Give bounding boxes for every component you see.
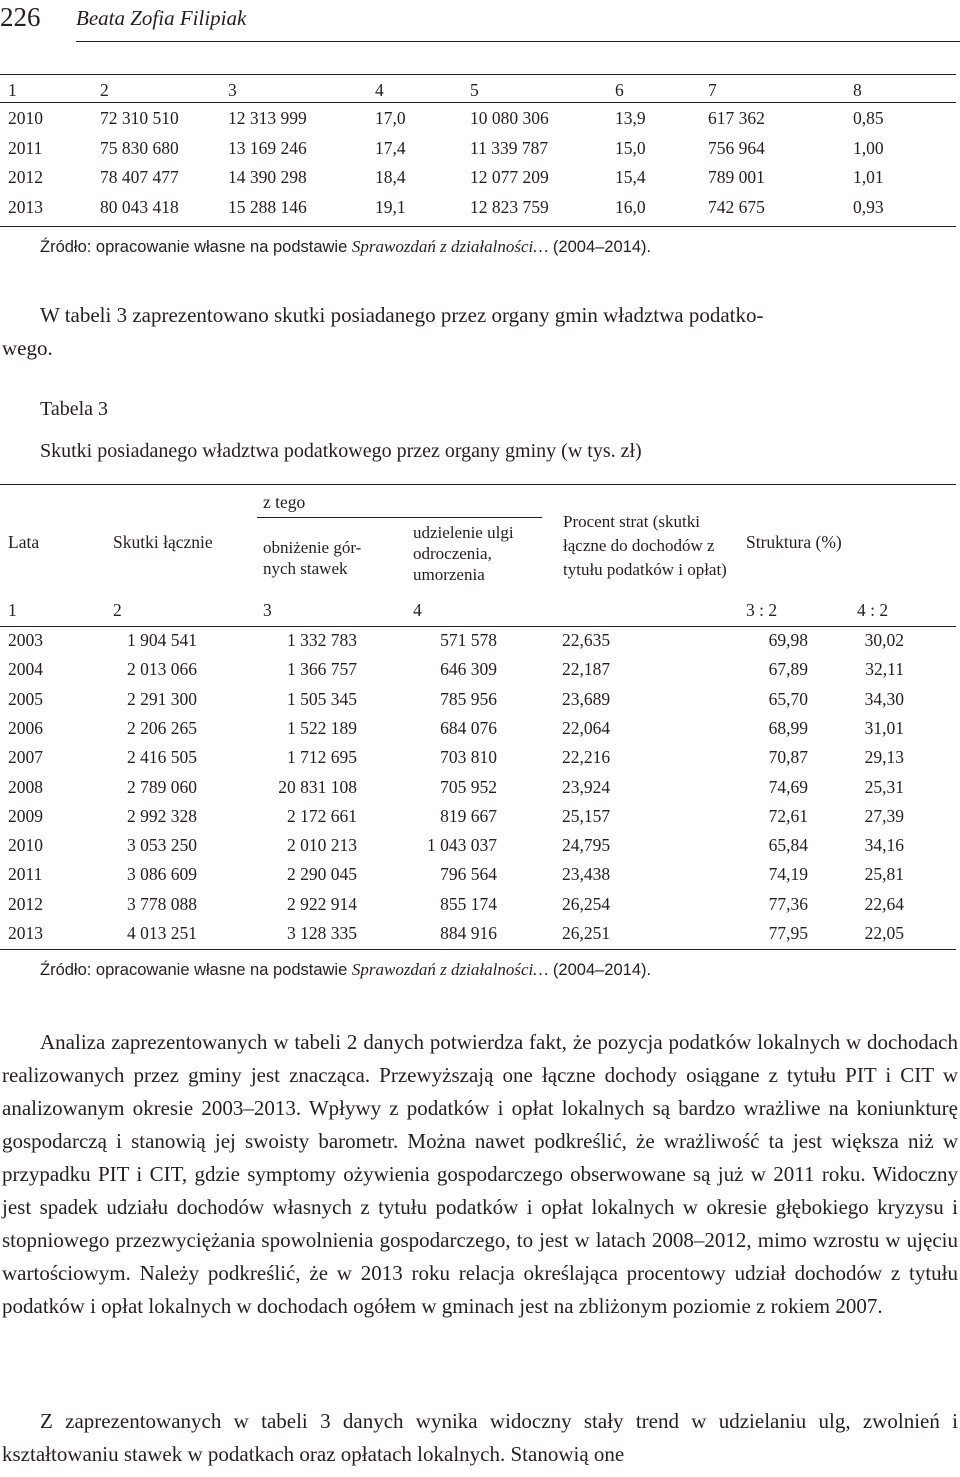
table3-cell: 3 128 335 — [287, 923, 357, 943]
table2-col-number: 6 — [615, 80, 624, 100]
table2-cell: 18,4 — [375, 167, 406, 187]
table3-cell: 705 952 — [440, 776, 497, 797]
table3-source-note: Źródło: opracowanie własne na podstawie Sprawozdań z działalności… (2004–2014). — [40, 960, 652, 979]
table3-header-struktura: Struktura (%) — [746, 532, 842, 552]
table2-cell: 11 339 787 — [470, 137, 549, 158]
table2-cell: 789 001 — [708, 167, 765, 187]
table3-cell: 74,19 — [768, 864, 808, 885]
table3-cell: 70,87 — [768, 747, 808, 768]
running-head-author: Beata Zofia Filipiak — [76, 6, 247, 30]
table3-year-cell: 2004 — [8, 659, 43, 680]
table3-cell: 68,99 — [768, 717, 808, 738]
table2-cell: 0,85 — [853, 108, 884, 128]
table2-cell: 16,0 — [615, 196, 646, 217]
table3-year-cell: 2007 — [8, 747, 43, 768]
table2-cell: 15 288 146 — [228, 196, 307, 217]
table3-cell: 22,064 — [562, 717, 611, 738]
table2-cell: 2010 — [8, 108, 43, 128]
table2-cell: 1,00 — [853, 137, 884, 158]
table3-cell: 2 010 213 — [287, 835, 357, 856]
table2-col-number: 5 — [470, 80, 479, 100]
table3-cell: 67,89 — [768, 659, 808, 680]
table2-cell: 13,9 — [615, 108, 646, 128]
table2-cell: 15,4 — [615, 167, 646, 187]
page-number: 226 — [0, 2, 41, 32]
table3-header-procent: Procent strat (skutki łączne do dochodów z tytułu podatków i opłat) — [563, 512, 727, 579]
table3-cell: 785 956 — [440, 688, 497, 709]
table3-year-cell: 2012 — [8, 893, 43, 914]
paragraph-1-line-2: wego. — [2, 336, 53, 360]
table3-title: Skutki posiadanego władztwa podatkowego przez organy gminy (w tys. zł) — [40, 440, 642, 462]
table2-cell: 2012 — [8, 167, 43, 187]
table3-cell: 855 174 — [440, 893, 497, 914]
table2-cell: 80 043 418 — [100, 196, 179, 217]
table2-cell: 0,93 — [853, 196, 884, 217]
table2-cell: 742 675 — [708, 196, 765, 217]
table3-cell: 1 712 695 — [287, 747, 357, 768]
table3-header-lata: Lata — [8, 532, 40, 552]
table3-cell: 22,05 — [864, 923, 904, 943]
table3-cell: 31,01 — [864, 717, 904, 738]
table2-col-number: 8 — [853, 80, 862, 100]
table3-cell: 23,438 — [562, 864, 611, 885]
table3-cell: 1 366 757 — [287, 659, 357, 680]
header-rule — [76, 41, 960, 42]
table3-cell: 3 086 609 — [127, 864, 197, 885]
table3-cell: 1 505 345 — [287, 688, 357, 709]
table3-cell: 30,02 — [864, 630, 904, 650]
table2-col-number: 7 — [708, 80, 717, 100]
table3-cell: 2 922 914 — [287, 893, 357, 914]
table3-cell: 2 206 265 — [127, 717, 197, 738]
table3-cell: 23,689 — [562, 688, 611, 709]
table2-col-number: 2 — [100, 80, 109, 100]
table3-col-number: 4 : 2 — [857, 600, 889, 620]
table3-year-cell: 2003 — [8, 630, 43, 650]
table3-cell: 3 053 250 — [127, 835, 197, 856]
table2-col-number: 1 — [8, 80, 17, 100]
table3-cell: 819 667 — [440, 805, 497, 826]
table3-cell: 2 789 060 — [127, 776, 197, 797]
table2-cell: 14 390 298 — [228, 167, 307, 187]
table3-cell: 22,187 — [562, 659, 611, 680]
table2-cell: 12 823 759 — [470, 196, 549, 217]
table3-year-cell: 2011 — [8, 864, 43, 885]
table3-cell: 20 831 108 — [278, 776, 357, 797]
table2-cell: 617 362 — [708, 108, 765, 128]
table3-cell: 4 013 251 — [127, 923, 197, 943]
table3-cell: 2 290 045 — [287, 864, 357, 885]
table2-col-number: 4 — [375, 80, 384, 100]
table3-header-skutki: Skutki łącznie — [113, 532, 213, 552]
table2-cell: 756 964 — [708, 137, 765, 158]
table3-cell: 571 578 — [440, 630, 497, 650]
table3-header-udzielenie: udzielenie ulgi odroczenia, umorzenia — [413, 523, 514, 584]
table3-col-number: 4 — [413, 600, 422, 620]
table3-year-cell: 2013 — [8, 923, 43, 943]
table3-cell: 72,61 — [768, 805, 808, 826]
table3-header-z-tego: z tego — [263, 492, 306, 512]
table2-cell: 72 310 510 — [100, 108, 179, 128]
table3-header-rule — [0, 626, 956, 627]
table3-top-rule — [0, 484, 956, 485]
table3-cell: 34,16 — [864, 835, 904, 856]
paragraph-1-line-1: W tabeli 3 zaprezentowano skutki posiadanego przez organy gmin władztwa podatko- — [40, 303, 764, 327]
table3-cell: 27,39 — [864, 805, 904, 826]
table3-cell: 1 904 541 — [127, 630, 197, 650]
table3-cell: 77,36 — [768, 893, 808, 914]
table3-cell: 24,795 — [562, 835, 611, 856]
table3-cell: 22,64 — [864, 893, 904, 914]
table2-cell: 17,0 — [375, 108, 406, 128]
table3-cell: 32,11 — [865, 659, 904, 680]
table2-cell: 17,4 — [375, 137, 406, 158]
table3-cell: 684 076 — [440, 717, 497, 738]
table3-header-obnizenie: obniżenie gór-nych stawek — [263, 538, 362, 578]
table2-cell: 78 407 477 — [100, 167, 179, 187]
table3-col-number: 3 — [263, 600, 272, 620]
table3-cell: 2 416 505 — [127, 747, 197, 768]
table2-cell: 10 080 306 — [470, 108, 549, 128]
table2-cell: 12 077 209 — [470, 167, 549, 187]
table2-bottom-rule — [0, 226, 956, 227]
table3-cell: 25,31 — [864, 776, 904, 797]
table3-z-tego-rule — [257, 517, 542, 518]
table3-col-number: 2 — [113, 600, 122, 620]
table3-cell: 26,251 — [562, 923, 611, 943]
table3-label: Tabela 3 — [40, 398, 109, 420]
table2-cell: 15,0 — [615, 137, 646, 158]
table3-cell: 23,924 — [562, 776, 611, 797]
table2-source-note: Źródło: opracowanie własne na podstawie Sprawozdań z działalności… (2004–2014). — [40, 237, 652, 256]
table3-cell: 796 564 — [440, 864, 497, 885]
table3-year-cell: 2006 — [8, 717, 43, 738]
table3-cell: 25,81 — [864, 864, 904, 885]
table3-cell: 2 291 300 — [127, 688, 197, 709]
table3-cell: 1 522 189 — [287, 717, 357, 738]
table2-cell: 12 313 999 — [228, 108, 307, 128]
table2-cell: 2011 — [8, 137, 43, 158]
table3-cell: 22,216 — [562, 747, 611, 768]
table3-cell: 2 172 661 — [287, 805, 357, 826]
table3-cell: 2 992 328 — [127, 805, 197, 826]
table3-cell: 29,13 — [864, 747, 904, 768]
table3-year-cell: 2005 — [8, 688, 43, 709]
table2-header-rule — [0, 102, 956, 103]
table3-cell: 25,157 — [562, 805, 611, 826]
table3-cell: 3 778 088 — [127, 893, 197, 914]
table3-year-cell: 2008 — [8, 776, 43, 797]
table3-bottom-rule — [0, 949, 956, 950]
table3-cell: 77,95 — [768, 923, 808, 943]
table2-cell: 1,01 — [853, 167, 884, 187]
paragraph-2: Analiza zaprezentowanych w tabeli 2 danych potwierdza fakt, że pozycja podatków lokalnych w dochodach realizowanych przez gminy jest znacząca. Przewyższają one łączne dochody osiągane z tytułu PIT i CIT w analizowanym okresie 2003–2013. Wpływy z podatków i opłat lokalnych są bardzo wrażliwe na koniunkturę gospodarczą i stanowią jej swoisty barometr. Można nawet podkreślić, że wrażliwość ta jest większa niż w przypadku PIT i CIT, gdzie symptomy ożywienia gospodarczego obserwowane są już w 2011 roku. Widoczny jest spadek udziału dochodów własnych z tytułu podatków i opłat lokalnych w okresie głębokiego kryzysu i stopniowego przezwyciężania spowolnienia gospodarczego, to jest w latach 2008–2012, mimo wzrostu w ujęciu wartościowym. Należy podkreślić, że w 2013 roku relacja określająca procentowy udział dochodów z tytułu podatków i opłat lokalnych w dochodach ogółem w gminach jest na zbliżonym poziomie z rokiem 2007. — [2, 1030, 958, 1318]
table3-year-cell: 2009 — [8, 805, 43, 826]
table3-cell: 26,254 — [562, 893, 611, 914]
table3-col-number: 3 : 2 — [746, 600, 778, 620]
table2-cell: 19,1 — [375, 196, 406, 217]
table2-col-number: 3 — [228, 80, 237, 100]
table3-cell: 1 043 037 — [427, 835, 497, 856]
table3-cell: 65,84 — [768, 835, 808, 856]
table3-cell: 34,30 — [864, 688, 904, 709]
table3-cell: 22,635 — [562, 630, 611, 650]
table3-cell: 884 916 — [440, 923, 497, 943]
table2-cell: 13 169 246 — [228, 137, 307, 158]
paragraph-3: Z zaprezentowanych w tabeli 3 danych wynika widoczny stały trend w udzielaniu ulg, zwolnień i kształtowaniu stawek w podatkach oraz opłatach lokalnych. Stanowią one — [2, 1409, 958, 1466]
table3-cell: 703 810 — [440, 747, 497, 768]
table2-top-rule — [0, 74, 956, 75]
table3-cell: 2 013 066 — [127, 659, 197, 680]
table3-cell: 646 309 — [440, 659, 497, 680]
table3-col-number: 1 — [8, 600, 17, 620]
table2-cell: 75 830 680 — [100, 137, 179, 158]
table3-year-cell: 2010 — [8, 835, 43, 856]
table3-cell: 1 332 783 — [287, 630, 357, 650]
table3-cell: 69,98 — [768, 630, 808, 650]
table3-cell: 74,69 — [768, 776, 808, 797]
table3-cell: 65,70 — [768, 688, 808, 709]
table2-cell: 2013 — [8, 196, 43, 217]
